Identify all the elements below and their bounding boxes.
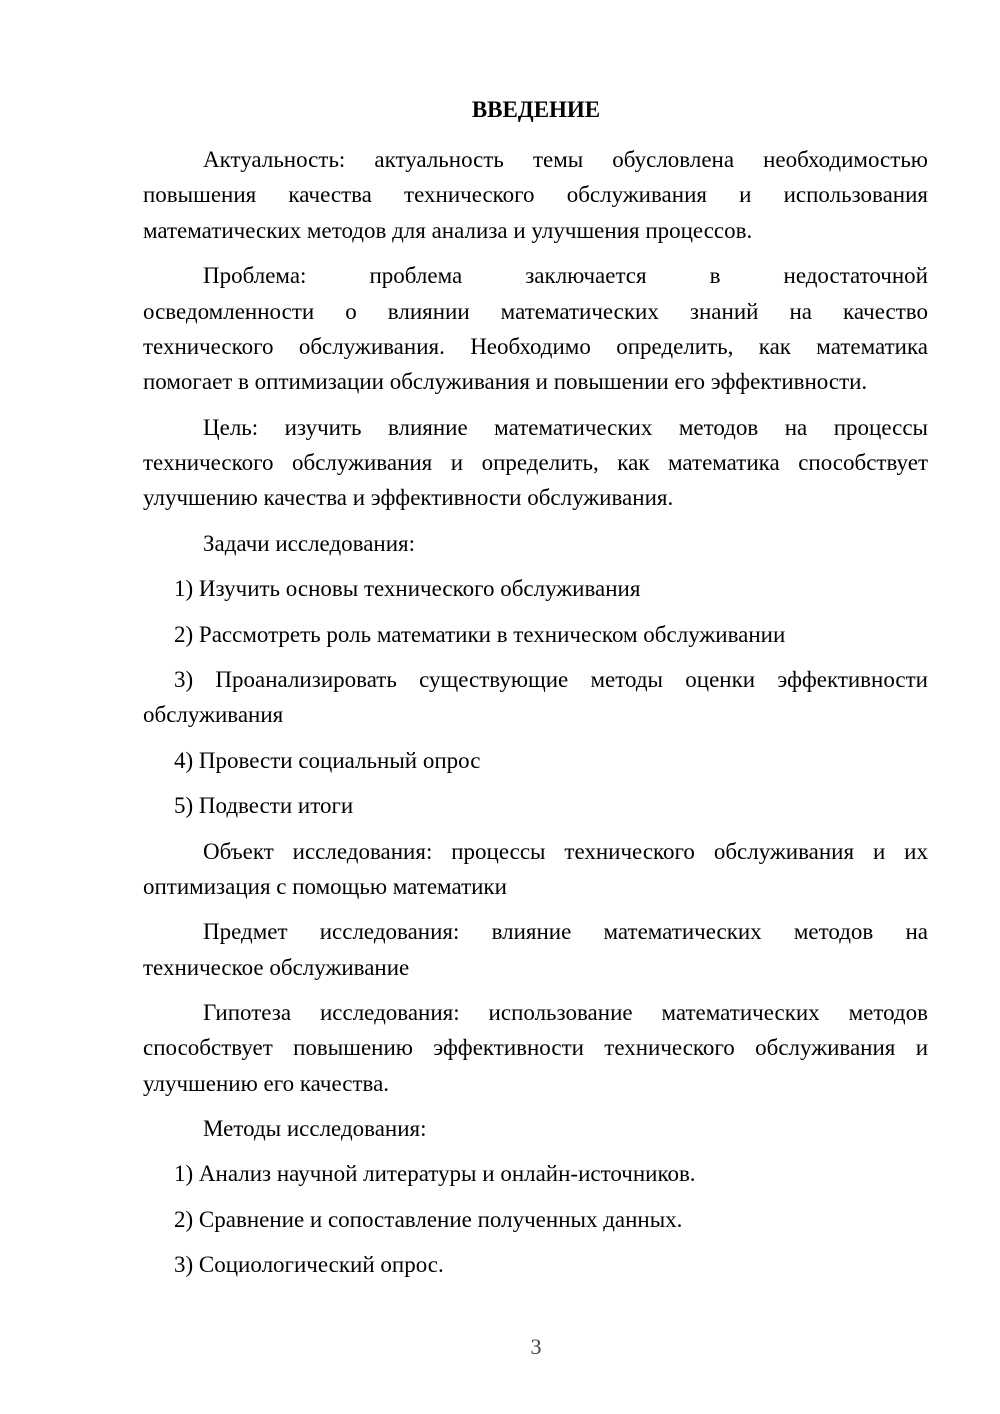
task-item: 4) Провести социальный опрос (174, 748, 481, 773)
problem-line: помогает в оптимизации обслуживания и повышении его эффективности. (143, 369, 868, 394)
problem-line: осведомленности о влиянии математических знаний на качество (143, 299, 928, 324)
task-item: 1) Изучить основы технического обслуживания (174, 576, 641, 601)
hypothesis-line: Гипотеза исследования: использование математических методов (203, 1000, 928, 1025)
subject-line: техническое обслуживание (143, 955, 410, 980)
task-item: 2) Рассмотреть роль математики в техническом обслуживании (174, 622, 786, 647)
method-item: 2) Сравнение и сопоставление полученных данных. (174, 1207, 683, 1232)
tasks-heading: Задачи исследования: (203, 531, 416, 556)
object-line: Объект исследования: процессы технического обслуживания и их (203, 839, 928, 864)
relevance-line: Актуальность: актуальность темы обусловлена необходимостью (203, 147, 928, 172)
task-item: 5) Подвести итоги (174, 793, 354, 818)
goal-line: технического обслуживания и определить, как математика способствует (143, 450, 928, 475)
method-item: 3) Социологический опрос. (174, 1252, 444, 1277)
page-number: 3 (530, 1334, 542, 1359)
method-item: 1) Анализ научной литературы и онлайн-источников. (174, 1161, 696, 1186)
task-item: 3) Проанализировать существующие методы оценки эффективности (174, 667, 928, 692)
relevance-line: повышения качества технического обслуживания и использования (143, 182, 928, 207)
hypothesis-line: улучшению его качества. (143, 1071, 390, 1096)
hypothesis-line: способствует повышению эффективности технического обслуживания и (143, 1035, 928, 1060)
object-line: оптимизация с помощью математики (143, 874, 507, 899)
relevance-line: математических методов для анализа и улучшения процессов. (143, 218, 753, 243)
task-item-continuation: обслуживания (143, 702, 284, 727)
methods-heading: Методы исследования: (203, 1116, 427, 1141)
document-title: ВВЕДЕНИЕ (471, 97, 601, 122)
goal-line: Цель: изучить влияние математических методов на процессы (203, 415, 928, 440)
subject-line: Предмет исследования: влияние математических методов на (203, 919, 928, 944)
problem-line: технического обслуживания. Необходимо определить, как математика (143, 334, 928, 359)
problem-line: Проблема: проблема заключается в недостаточной (203, 263, 928, 288)
goal-line: улучшению качества и эффективности обслуживания. (143, 485, 674, 510)
